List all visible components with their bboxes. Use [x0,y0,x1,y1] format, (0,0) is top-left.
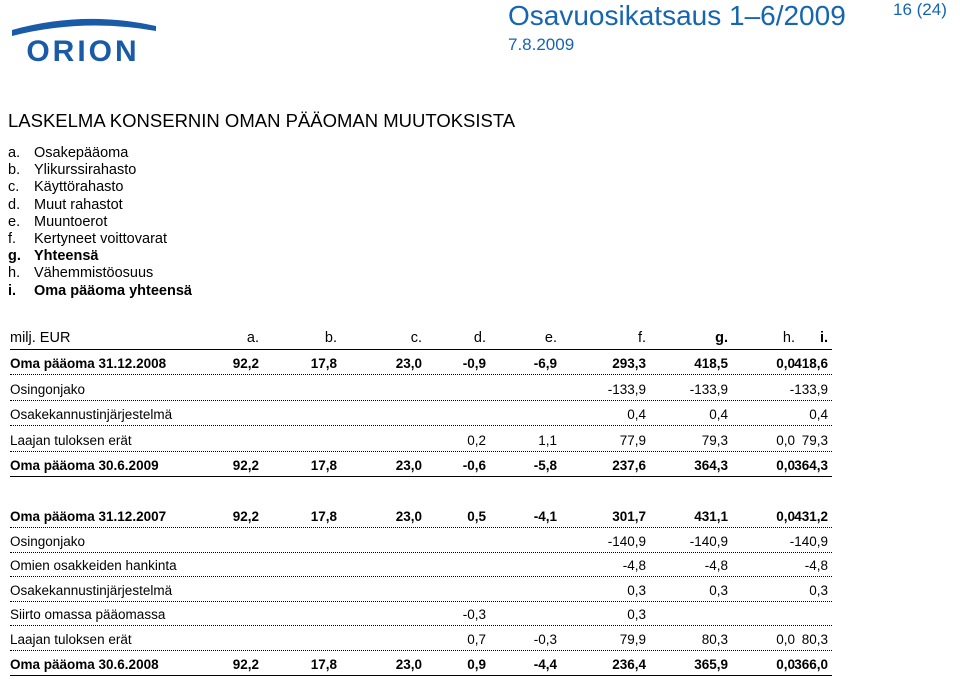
row-label: Laajan tuloksen erät [10,432,132,448]
table-cell: 79,9 [619,632,646,647]
row-label: Siirto omassa pääomassa [10,607,166,623]
table-cell: 79,3 [701,432,728,448]
row-label: Laajan tuloksen erät [10,632,132,647]
table-cell: 80,3 [801,632,828,647]
table-cell: -4,8 [804,558,828,574]
table-cell: 80,3 [701,632,728,647]
table-row [10,427,832,452]
row-label: Oma pääoma 31.12.2008 [10,356,167,371]
table-cell: 0,0 [776,432,795,448]
column-header: a. [246,330,259,346]
legend-item: f. Kertyneet voittovarat [8,231,167,248]
table-cell: 301,7 [612,509,646,524]
legend-item: c. Käyttörahasto [8,179,124,196]
table-cell: 0,3 [627,582,646,598]
column-header: i. [819,330,828,346]
table-cell: 17,8 [310,656,337,672]
row-label: Oma pääoma 30.6.2008 [10,656,159,672]
table-cell: -0,3 [462,607,486,623]
legend-item: g. Yhteensä [8,248,99,265]
table-cell: -133,9 [607,381,646,397]
table-cell: 0,0 [776,656,795,672]
table-cell: 92,2 [232,458,259,473]
table-row [10,552,832,577]
orion-logo [8,14,158,66]
table-cell: -140,9 [607,533,646,549]
row-label: Osingonjako [10,533,86,549]
table-cell: -4,1 [533,509,557,524]
column-header: c. [410,330,422,346]
table-row [10,626,832,651]
report-title: Osavuosikatsaus 1–6/2009 [508,0,846,31]
column-header: d. [473,330,486,346]
table-cell: -4,8 [622,558,646,574]
table-cell: -5,8 [533,458,557,473]
table-cell: 1,1 [538,432,557,448]
table-cell: 17,8 [310,356,337,371]
legend-item: b. Ylikurssirahasto [8,162,137,179]
row-label: Omien osakkeiden hankinta [10,558,177,574]
table-row [10,376,832,401]
table-cell: 77,9 [619,432,646,448]
table-cell: 0,0 [776,632,795,647]
table-cell: 0,4 [709,407,728,422]
table-cell: -140,9 [689,533,728,549]
table-cell: -133,9 [789,381,828,397]
legend-item: h. Vähemmistöosuus [8,265,154,282]
table-cell: 0,3 [809,582,828,598]
table-cell: -4,4 [533,656,557,672]
table-row [10,401,832,426]
column-header: e. [544,330,557,346]
table-cell: 0,5 [467,509,486,524]
table-cell: 0,3 [709,582,728,598]
table-cell: -0,6 [462,458,486,473]
column-header: b. [324,330,337,346]
row-label: Osingonjako [10,381,86,397]
table-cell: 364,3 [794,458,828,473]
table-cell: 0,9 [467,656,486,672]
column-header: f. [637,330,646,346]
report-date: 7.8.2009 [508,35,575,54]
table-cell: 293,3 [612,356,646,371]
table-row [10,503,832,528]
table-cell: 0,7 [467,632,486,647]
table-cell: -6,9 [533,356,557,371]
unit-label: milj. EUR [10,330,71,346]
table-cell: -4,8 [704,558,728,574]
row-label: Osakekannustinjärjestelmä [10,407,173,422]
table-cell: 0,3 [627,607,646,623]
table-cell: 418,5 [694,356,728,371]
legend-item: d. Muut rahastot [8,196,123,213]
table-cell: 0,0 [776,356,795,371]
legend-item: e. Muuntoerot [8,213,108,230]
column-header: g. [715,330,728,346]
table-row [10,577,832,602]
table-header-row [10,325,832,350]
table-cell: 236,4 [612,656,646,672]
table-row [10,452,832,477]
table-cell: 365,9 [694,656,728,672]
table-cell: 0,0 [776,509,795,524]
table-cell: 431,2 [794,509,828,524]
legend-item: i. Oma pääoma yhteensä [8,282,192,299]
logo-text: ORION [26,35,140,66]
table-cell: 17,8 [310,458,337,473]
column-legend [8,145,192,300]
table-cell: 92,2 [232,656,259,672]
table-cell: 23,0 [395,509,422,524]
row-label: Oma pääoma 31.12.2007 [10,509,167,524]
table-cell: 92,2 [232,356,259,371]
column-header: h. [782,330,795,346]
legend-item: a. Osakepääoma [8,145,129,161]
table-cell: 0,4 [627,407,646,422]
table-cell: 431,1 [694,509,728,524]
section-heading: LASKELMA KONSERNIN OMAN PÄÄOMAN MUUTOKSISTA [8,110,516,131]
table-cell: 23,0 [395,356,422,371]
table-cell: 0,2 [467,432,486,448]
logo-swoosh [12,19,156,36]
table-cell: 23,0 [395,656,422,672]
table-row [10,601,832,626]
row-label: Oma pääoma 30.6.2009 [10,458,159,473]
table-cell: 418,6 [794,356,828,371]
table-cell: 92,2 [232,509,259,524]
table-cell: -0,3 [533,632,557,647]
table-cell: 0,4 [809,407,828,422]
table-cell: -0,9 [462,356,486,371]
table-cell: -133,9 [689,381,728,397]
table-cell: 17,8 [310,509,337,524]
table-cell: -140,9 [789,533,828,549]
table-cell: 364,3 [694,458,728,473]
table-row [10,651,832,676]
table-cell: 0,0 [776,458,795,473]
table-row [10,350,832,375]
table-cell: 237,6 [612,458,646,473]
row-label: Osakekannustinjärjestelmä [10,582,173,598]
table-cell: 23,0 [395,458,422,473]
table-cell: 366,0 [794,656,828,672]
table-row [10,528,832,553]
page-number: 16 (24) [893,0,947,19]
table-cell: 79,3 [801,432,828,448]
